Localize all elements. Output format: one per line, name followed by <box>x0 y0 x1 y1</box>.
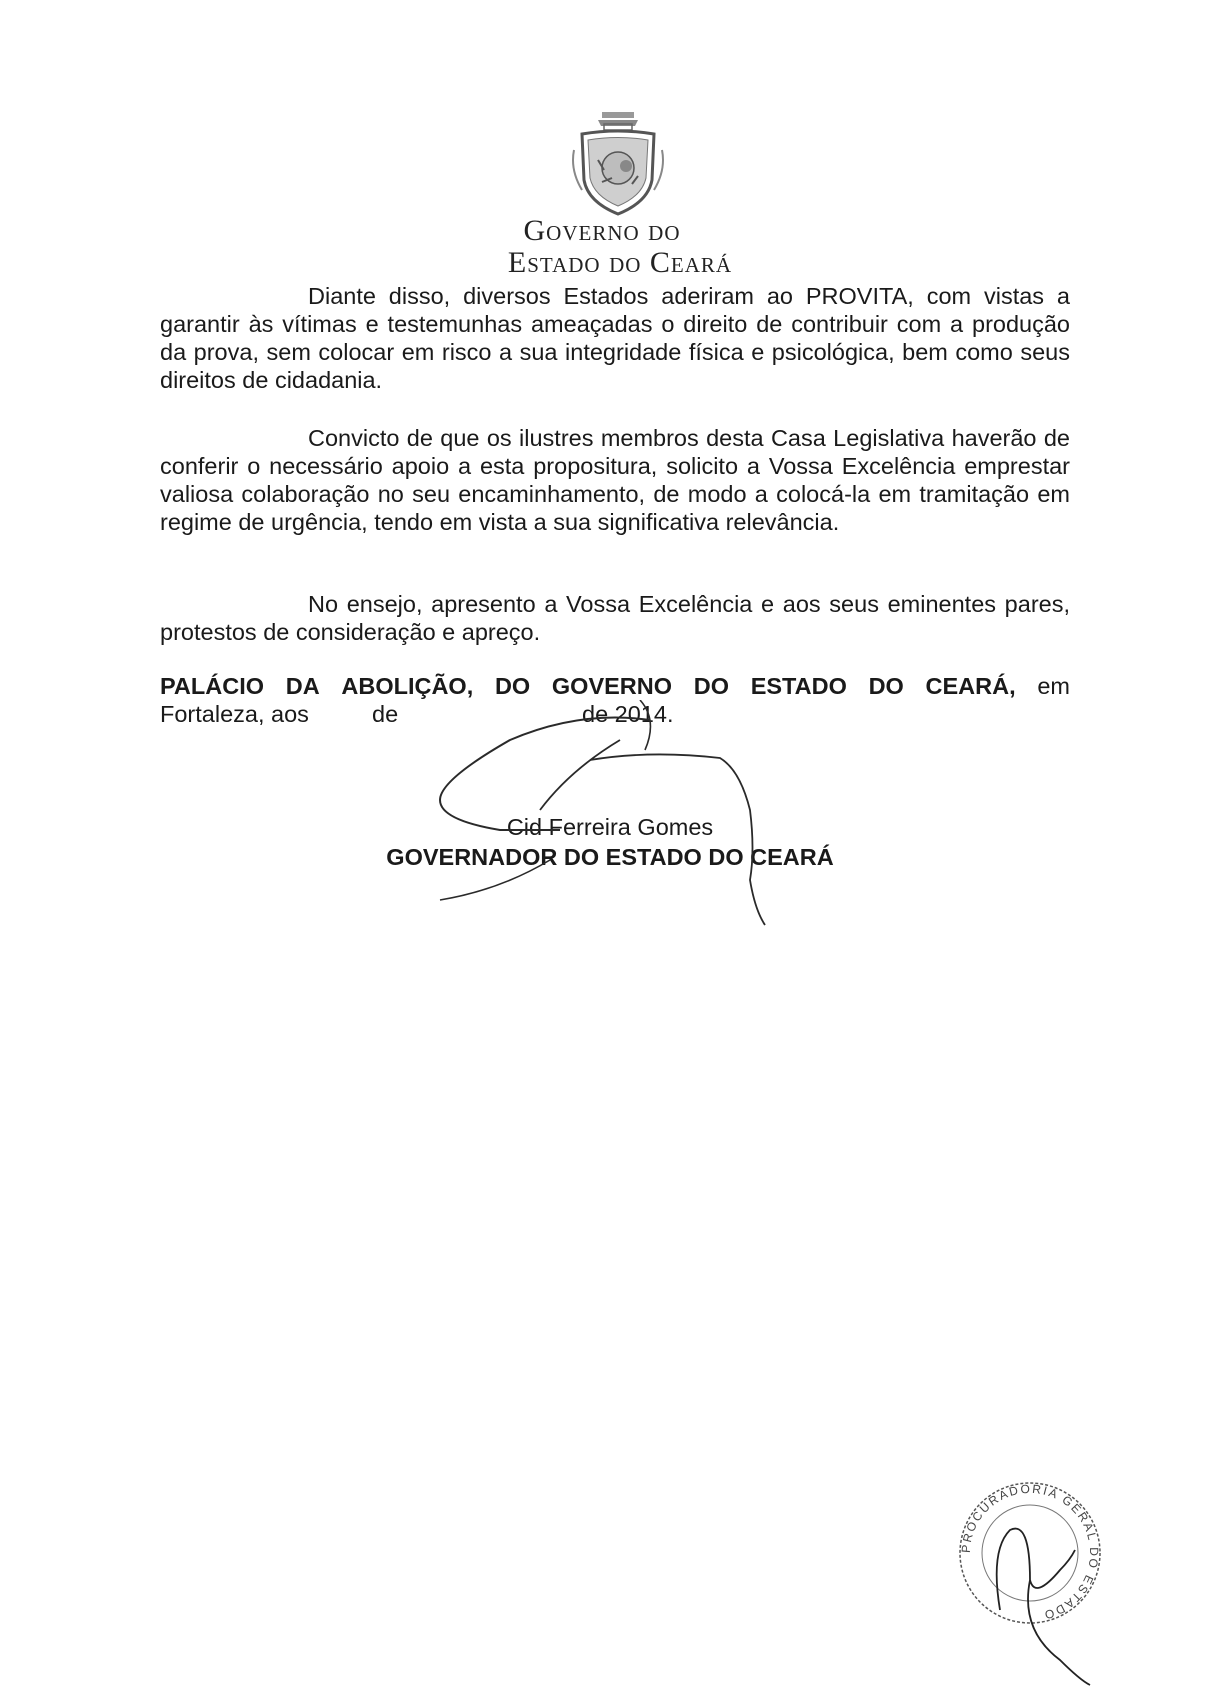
signer-role: GOVERNADOR DO ESTADO DO CEARÁ <box>386 844 834 870</box>
closing-city: Fortaleza, aos <box>160 701 309 727</box>
stamp-initials-signature <box>980 1490 1100 1690</box>
closing-word: ESTADO <box>750 673 847 699</box>
signer-name: Cid Ferreira Gomes <box>506 814 714 840</box>
closing-word: DO <box>693 673 729 699</box>
paragraph-3 <box>160 590 1070 646</box>
closing-line-1 <box>160 672 1070 700</box>
closing-word: GOVERNO <box>551 673 673 699</box>
header-line-2: Estado do Ceará <box>507 246 733 279</box>
closing-de: de <box>372 701 399 727</box>
header-line-1: Governo do <box>523 214 681 247</box>
government-header <box>400 214 840 278</box>
closing-word: DA <box>285 673 320 699</box>
closing-date: de 2014. <box>582 701 674 727</box>
stamp-text-path: PROCURADORIA GERAL DO ESTADO <box>958 1481 1102 1623</box>
closing-word: DO <box>868 673 904 699</box>
coat-of-arms-icon <box>568 110 668 220</box>
paragraph-3-text: No ensejo, apresento a Vossa Excelência e aos seus eminentes pares, protestos de consideração e apreço. <box>160 591 1070 645</box>
paragraph-2-text: Convicto de que os ilustres membros desta Casa Legislativa haverão de conferir o necessário apoio a esta propositura, solicito a Vossa Excelência emprestar valiosa colaboração no seu encaminhamento, de modo a colocá-la em tramitação em regime de urgência, tendo em vista a sua significativa relevância. <box>160 425 1070 535</box>
closing-suffix: em <box>1037 673 1070 699</box>
paragraph-1-text: Diante disso, diversos Estados aderiram ao PROVITA, com vistas a garantir às vítimas e testemunhas ameaçadas o direito de contribuir com a produção da prova, sem colocar em risco a sua integridade física e psicológica, bem como seus direitos de cidadania. <box>160 283 1070 393</box>
paragraph-1 <box>160 282 1070 394</box>
closing-word: ABOLIÇÃO, <box>341 673 474 699</box>
closing-word: PALÁCIO <box>160 673 265 699</box>
paragraph-2 <box>160 424 1070 536</box>
closing-word: DO <box>494 673 531 699</box>
closing-word: CEARÁ, <box>925 673 1016 699</box>
handwritten-signature <box>420 700 820 940</box>
